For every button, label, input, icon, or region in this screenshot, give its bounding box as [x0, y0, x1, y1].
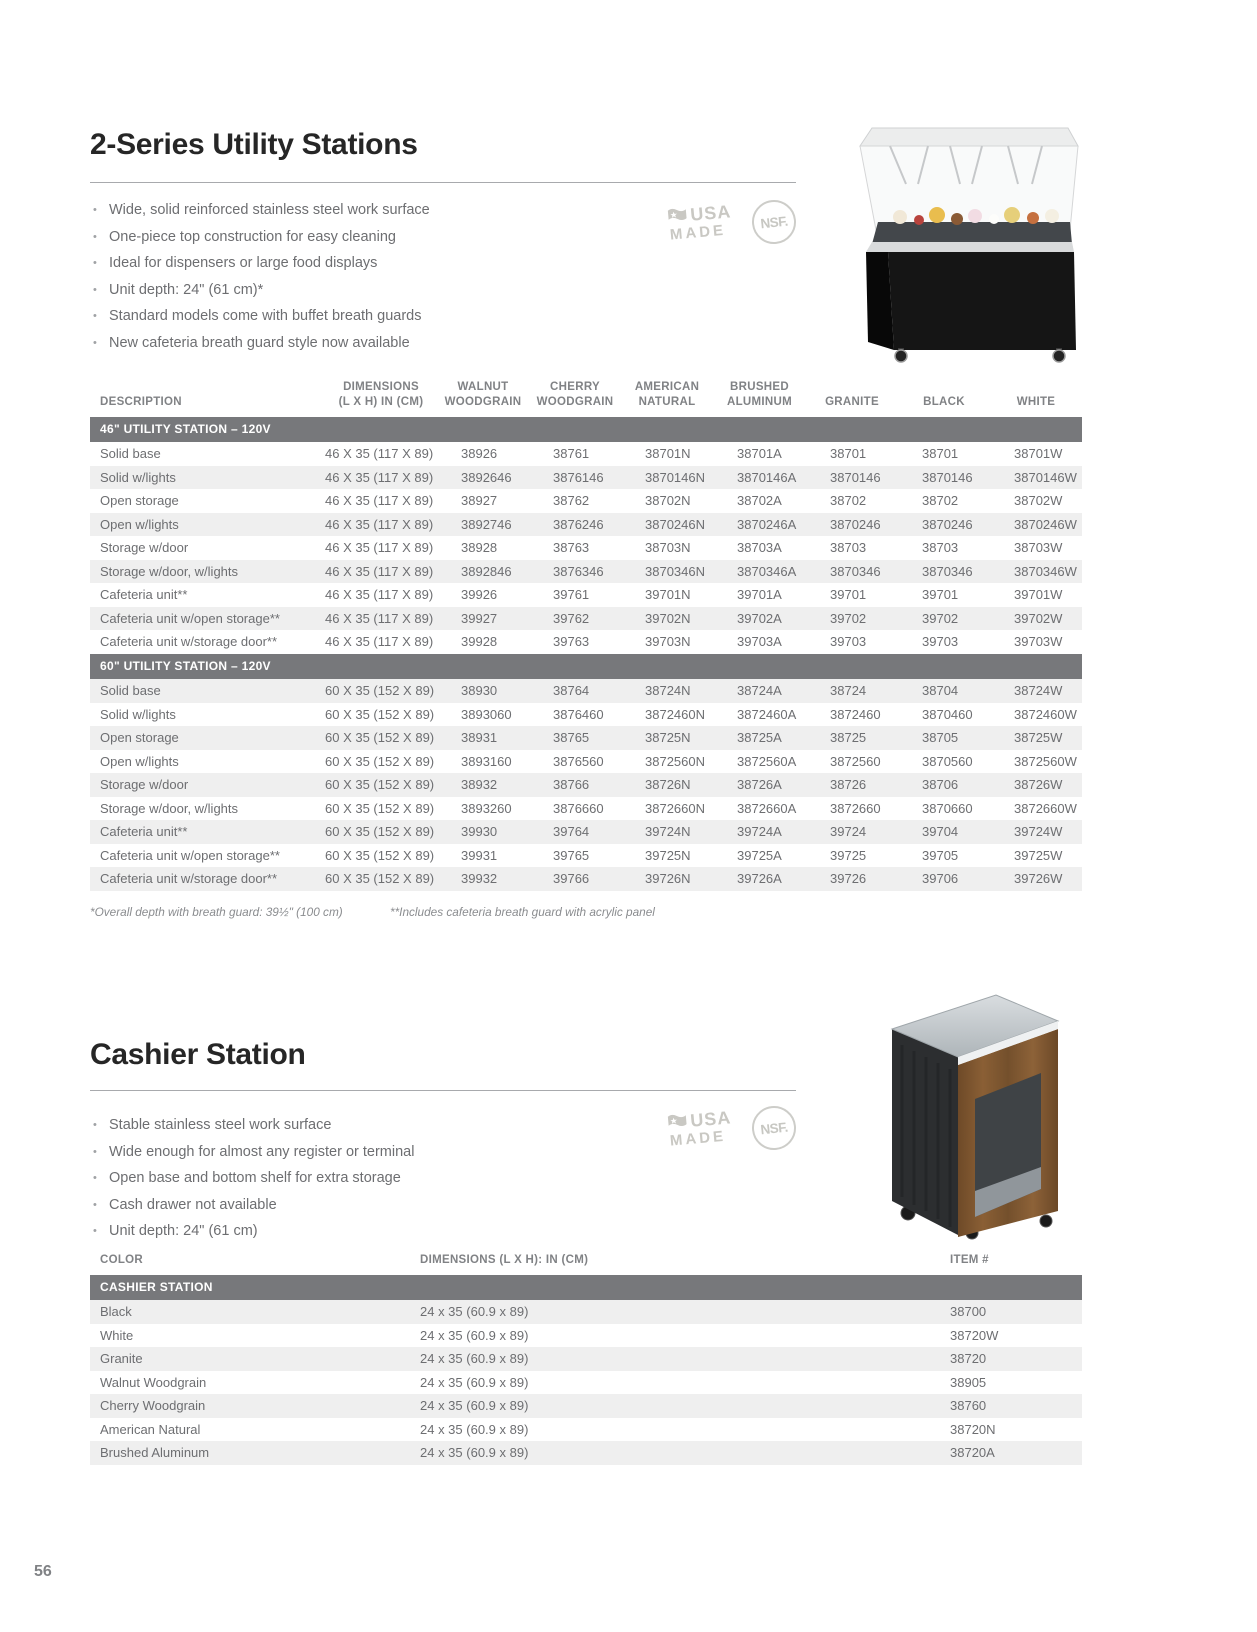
- cell-dimensions: 24 x 35 (60.9 x 89): [420, 1327, 529, 1343]
- cell-white: 3872460W: [1014, 706, 1077, 722]
- cell-american-natural: 3870346N: [621, 560, 713, 584]
- cell-brushed-aluminum: 3870246A: [713, 513, 806, 537]
- cell-white: 39702W: [990, 607, 1082, 631]
- cell-black: 3870146: [898, 466, 990, 490]
- cell-cherry: 39761: [553, 587, 590, 603]
- bullet-item: • Wide, solid reinforced stainless steel work surface: [92, 197, 652, 224]
- column-header-brushed-aluminum: BRUSHED ALUMINUM: [727, 381, 792, 408]
- table-row: [90, 466, 1082, 490]
- cell-granite: 39726: [806, 867, 898, 891]
- usa-made-badge: [667, 1108, 734, 1148]
- cell-color: Granite: [90, 1347, 420, 1371]
- bullet-item: • Wide enough for almost any register or terminal: [92, 1139, 652, 1166]
- cell-american-natural: 38702N: [645, 493, 691, 509]
- cell-american-natural: 39726N: [621, 867, 713, 891]
- bullet-item: • One-piece top construction for easy cleaning: [92, 224, 652, 251]
- table-row: [90, 536, 1082, 560]
- title-divider: [90, 182, 796, 183]
- cell-american-natural: 38703N: [645, 540, 691, 556]
- cell-granite: 38701: [830, 446, 867, 462]
- cashier-station-image: [878, 985, 1068, 1245]
- table-row: [90, 820, 1082, 844]
- cell-dimensions: 24 x 35 (60.9 x 89): [420, 1421, 529, 1437]
- table-row: [90, 726, 1082, 750]
- cell-dimensions: 60 X 35 (152 X 89): [325, 706, 435, 722]
- cell-dimensions: 24 x 35 (60.9 x 89): [420, 1394, 950, 1418]
- cell-cherry: 39765: [553, 847, 590, 863]
- column-header-american-natural: AMERICAN NATURAL: [634, 381, 700, 408]
- table-row: [90, 1371, 1082, 1395]
- cell-american-natural: 39701N: [645, 587, 691, 603]
- bullet-item: • Open base and bottom shelf for extra storage: [92, 1165, 652, 1192]
- cell-brushed-aluminum: 38702A: [737, 493, 782, 509]
- cell-white: 39724W: [990, 820, 1082, 844]
- cell-item-number: 38720A: [950, 1441, 1082, 1465]
- cell-american-natural: 3872560N: [645, 753, 705, 769]
- cell-american-natural: 38724N: [621, 679, 713, 703]
- cell-description: Cafeteria unit**: [100, 587, 188, 603]
- cell-white: 39701W: [1014, 587, 1063, 603]
- cell-dimensions: 60 X 35 (152 X 89): [325, 867, 437, 891]
- cell-american-natural: 38726N: [621, 773, 713, 797]
- cell-brushed-aluminum: 3872560A: [737, 753, 797, 769]
- cell-dimensions: 24 x 35 (60.9 x 89): [420, 1441, 950, 1465]
- cell-walnut: 3892646: [437, 466, 529, 490]
- cell-black: 38702: [922, 493, 959, 509]
- table-row: [90, 1418, 1082, 1442]
- cell-black: 38701: [922, 446, 959, 462]
- cell-black: 39703: [922, 634, 959, 650]
- cell-black: 3870460: [922, 706, 973, 722]
- cell-dimensions: 60 X 35 (152 X 89): [325, 800, 435, 816]
- cashier-table: [90, 1253, 1082, 1465]
- cell-white: 38703W: [1014, 540, 1063, 556]
- cell-brushed-aluminum: 3872460A: [737, 706, 797, 722]
- cell-brushed-aluminum: 3870146A: [713, 466, 806, 490]
- cell-american-natural: 3870146N: [621, 466, 713, 490]
- cell-dimensions: 46 X 35 (117 X 89): [325, 587, 434, 603]
- cell-walnut: 38932: [437, 773, 529, 797]
- cell-dimensions: 46 X 35 (117 X 89): [325, 466, 437, 490]
- cell-walnut: 3892846: [437, 560, 529, 584]
- column-header-dimensions: DIMENSIONS (L X H): IN (CM): [420, 1254, 589, 1266]
- utility-table: [90, 380, 1082, 891]
- cell-cherry: 38763: [553, 540, 590, 556]
- utility-bullet-list: [92, 197, 652, 356]
- cell-dimensions: 60 X 35 (152 X 89): [325, 773, 437, 797]
- cell-walnut: 39931: [461, 847, 498, 863]
- cell-brushed-aluminum: 39724A: [713, 820, 806, 844]
- usa-made-text-line2: MADE: [669, 1127, 727, 1150]
- cell-walnut: 39926: [461, 587, 498, 603]
- cell-item-number: 38905: [950, 1374, 987, 1390]
- cell-granite: 39701: [830, 587, 867, 603]
- cell-white: 3872560W: [1014, 753, 1077, 769]
- column-header-cherry: CHERRY WOODGRAIN: [536, 381, 614, 408]
- table-row: [90, 1324, 1082, 1348]
- cell-description: Storage w/door, w/lights: [90, 560, 325, 584]
- table-row: [90, 630, 1082, 654]
- cell-walnut: 38927: [461, 493, 498, 509]
- cell-walnut: 38930: [437, 679, 529, 703]
- table-row: [90, 513, 1082, 537]
- column-header-item-number: ITEM #: [950, 1254, 989, 1266]
- cell-cherry: 3876246: [529, 513, 621, 537]
- cell-american-natural: 38725N: [621, 726, 713, 750]
- cell-american-natural: 3870246N: [621, 513, 713, 537]
- bullet-item: • Standard models come with buffet breath guards: [92, 303, 652, 330]
- cell-american-natural: 38701N: [645, 446, 691, 462]
- cell-walnut: 38928: [461, 540, 498, 556]
- nsf-badge: [750, 1104, 798, 1152]
- cell-granite: 3872660: [830, 800, 881, 816]
- cell-granite: 39703: [830, 634, 867, 650]
- title-divider: [90, 1090, 796, 1091]
- table-row: [90, 583, 1082, 607]
- cell-granite: 39725: [830, 847, 867, 863]
- table-row: [90, 1441, 1082, 1465]
- cell-black: 38703: [922, 540, 959, 556]
- cell-cherry: 39766: [529, 867, 621, 891]
- cell-black: 3870346: [898, 560, 990, 584]
- cell-walnut: 3893060: [461, 706, 512, 722]
- cell-black: 38706: [898, 773, 990, 797]
- cell-dimensions: 46 X 35 (117 X 89): [325, 634, 434, 650]
- table-row: [90, 867, 1082, 891]
- cell-dimensions: 46 X 35 (117 X 89): [325, 513, 437, 537]
- cell-granite: 3870246: [806, 513, 898, 537]
- table-row: [90, 442, 1082, 466]
- cell-dimensions: 24 x 35 (60.9 x 89): [420, 1347, 950, 1371]
- cell-dimensions: 46 X 35 (117 X 89): [325, 446, 434, 462]
- cashier-section-title: Cashier Station: [90, 1038, 306, 1071]
- cell-white: 38701W: [1014, 446, 1063, 462]
- bullet-item: • Ideal for dispensers or large food displays: [92, 250, 652, 277]
- cell-description: Cafeteria unit w/open storage**: [100, 847, 280, 863]
- nsf-badge-text: NSF.: [759, 1119, 789, 1137]
- table-row: [90, 1347, 1082, 1371]
- cell-white: 3870246W: [990, 513, 1082, 537]
- cell-granite: 3872460: [830, 706, 881, 722]
- cell-brushed-aluminum: 3870346A: [713, 560, 806, 584]
- cell-cherry: 3876146: [529, 466, 621, 490]
- cell-granite: 38725: [806, 726, 898, 750]
- cell-description: Open w/lights: [100, 753, 179, 769]
- cell-cherry: 3876560: [553, 753, 604, 769]
- cell-description: Solid base: [100, 446, 161, 462]
- cell-cherry: 38765: [529, 726, 621, 750]
- bullet-item: • Unit depth: 24" (61 cm)*: [92, 277, 652, 304]
- table-row: [90, 750, 1082, 774]
- cell-brushed-aluminum: 38725A: [713, 726, 806, 750]
- cell-american-natural: 39702N: [621, 607, 713, 631]
- cell-description: Solid w/lights: [90, 466, 325, 490]
- cell-black: 3870660: [922, 800, 973, 816]
- cell-walnut: 39928: [461, 634, 498, 650]
- cell-dimensions: 46 X 35 (117 X 89): [325, 560, 437, 584]
- certification-badges: [668, 200, 796, 244]
- cell-granite: 39724: [806, 820, 898, 844]
- section-header-cashier: CASHIER STATION: [90, 1275, 1082, 1301]
- cell-walnut: 39932: [437, 867, 529, 891]
- cell-description: Storage w/door, w/lights: [100, 800, 239, 816]
- cell-item-number: 38720: [950, 1347, 1082, 1371]
- cell-american-natural: 39725N: [645, 847, 691, 863]
- cell-granite: 3872560: [830, 753, 881, 769]
- cell-brushed-aluminum: 39703A: [737, 634, 782, 650]
- section-header-60in: 60" UTILITY STATION – 120V: [90, 654, 1082, 680]
- table-row: [90, 797, 1082, 821]
- cell-item-number: 38720N: [950, 1421, 996, 1437]
- cell-description: Storage w/door: [90, 773, 325, 797]
- cell-item-number: 38700: [950, 1300, 1082, 1324]
- table-row: [90, 773, 1082, 797]
- cell-white: 38726W: [990, 773, 1082, 797]
- table-footnotes: [90, 905, 699, 919]
- cell-description: Solid w/lights: [100, 706, 176, 722]
- cell-black: 38705: [898, 726, 990, 750]
- cell-black: 3870246: [898, 513, 990, 537]
- cell-black: 3870560: [922, 753, 973, 769]
- cell-description: Cafeteria unit w/storage door**: [90, 867, 325, 891]
- table-row: [90, 679, 1082, 703]
- cell-white: 39703W: [1014, 634, 1063, 650]
- cell-dimensions: 60 X 35 (152 X 89): [325, 847, 435, 863]
- cell-color: Cherry Woodgrain: [90, 1394, 420, 1418]
- nsf-badge: [750, 198, 798, 246]
- cell-dimensions: 60 X 35 (152 X 89): [325, 820, 437, 844]
- cell-brushed-aluminum: 38701A: [737, 446, 782, 462]
- column-header-row: [90, 380, 1082, 417]
- usa-made-text-line1: USA: [689, 1106, 733, 1131]
- cell-white: 3872660W: [1014, 800, 1077, 816]
- cell-american-natural: 39703N: [645, 634, 691, 650]
- usa-flag-icon: [667, 1112, 688, 1132]
- cell-dimensions: 24 x 35 (60.9 x 89): [420, 1300, 950, 1324]
- cell-brushed-aluminum: 38703A: [737, 540, 782, 556]
- column-header-dimensions: DIMENSIONS (L X H) IN (CM): [338, 381, 424, 408]
- cell-white: 38724W: [990, 679, 1082, 703]
- usa-made-text-line1: USA: [689, 200, 733, 225]
- cell-description: Solid base: [90, 679, 325, 703]
- column-header-row: [90, 1253, 1082, 1275]
- table-row: [90, 1300, 1082, 1324]
- table-row: [90, 560, 1082, 584]
- cell-description: Cafeteria unit w/storage door**: [100, 634, 278, 650]
- bullet-item: • New cafeteria breath guard style now available: [92, 330, 652, 357]
- usa-made-badge: [667, 202, 734, 242]
- cell-american-natural: 3872460N: [645, 706, 705, 722]
- cell-walnut: 3893260: [461, 800, 512, 816]
- nsf-badge-text: NSF.: [759, 213, 789, 231]
- cell-white: 3870146W: [990, 466, 1082, 490]
- column-header-walnut: WALNUT WOODGRAIN: [444, 381, 522, 408]
- bullet-item: • Cash drawer not available: [92, 1192, 652, 1219]
- cell-dimensions: 46 X 35 (117 X 89): [325, 493, 434, 509]
- cell-description: Cafeteria unit w/open storage**: [90, 607, 325, 631]
- usa-made-text-line2: MADE: [669, 221, 727, 244]
- cell-dimensions: 46 X 35 (117 X 89): [325, 540, 434, 556]
- cell-walnut: 3893160: [461, 753, 512, 769]
- cell-american-natural: 3872660N: [645, 800, 705, 816]
- cell-color: Black: [90, 1300, 420, 1324]
- cell-american-natural: 39724N: [621, 820, 713, 844]
- utility-section-title: 2-Series Utility Stations: [90, 128, 418, 161]
- cell-item-number: 38720W: [950, 1327, 999, 1343]
- footnote: *Overall depth with breath guard: 39½" (100 cm): [90, 905, 343, 919]
- cell-color: Walnut Woodgrain: [100, 1374, 207, 1390]
- cell-granite: 38726: [806, 773, 898, 797]
- certification-badges: [668, 1106, 796, 1150]
- cell-walnut: 3892746: [437, 513, 529, 537]
- cell-dimensions: 60 X 35 (152 X 89): [325, 726, 437, 750]
- table-row: [90, 844, 1082, 868]
- column-header-white: WHITE: [1016, 395, 1056, 408]
- section-header-46in: 46" UTILITY STATION – 120V: [90, 417, 1082, 443]
- cell-description: Cafeteria unit**: [90, 820, 325, 844]
- cell-color: Brushed Aluminum: [90, 1441, 420, 1465]
- usa-flag-icon: [667, 206, 688, 226]
- cell-cherry: 3876660: [553, 800, 604, 816]
- cell-cherry: 38761: [553, 446, 590, 462]
- cell-color: American Natural: [100, 1421, 201, 1437]
- cell-cherry: 38762: [553, 493, 590, 509]
- table-row: [90, 1394, 1082, 1418]
- cell-cherry: 3876460: [553, 706, 604, 722]
- cell-dimensions: 60 X 35 (152 X 89): [325, 753, 435, 769]
- cell-cherry: 39762: [529, 607, 621, 631]
- cell-white: 39725W: [1014, 847, 1063, 863]
- cell-black: 39705: [922, 847, 959, 863]
- cell-brushed-aluminum: 39702A: [713, 607, 806, 631]
- cell-brushed-aluminum: 39701A: [737, 587, 782, 603]
- cell-cherry: 38766: [529, 773, 621, 797]
- cell-walnut: 38931: [437, 726, 529, 750]
- cell-black: 39702: [898, 607, 990, 631]
- footnote: **Includes cafeteria breath guard with acrylic panel: [390, 905, 655, 919]
- cell-granite: 38703: [830, 540, 867, 556]
- column-header-color: COLOR: [100, 1254, 144, 1266]
- cell-description: Open storage: [100, 493, 179, 509]
- cell-walnut: 39927: [437, 607, 529, 631]
- cell-granite: 39702: [806, 607, 898, 631]
- cell-white: 38702W: [1014, 493, 1063, 509]
- cell-granite: 3870346: [806, 560, 898, 584]
- cell-cherry: 39763: [553, 634, 590, 650]
- table-row: [90, 703, 1082, 727]
- cell-white: 3870346W: [990, 560, 1082, 584]
- cell-cherry: 39764: [529, 820, 621, 844]
- cell-cherry: 38764: [529, 679, 621, 703]
- cell-brushed-aluminum: 38726A: [713, 773, 806, 797]
- cell-description: Open w/lights: [90, 513, 325, 537]
- bullet-item: • Stable stainless steel work surface: [92, 1112, 652, 1139]
- column-header-granite: GRANITE: [825, 395, 879, 408]
- cell-brushed-aluminum: 3872660A: [737, 800, 797, 816]
- cell-black: 39706: [898, 867, 990, 891]
- cell-granite: 38702: [830, 493, 867, 509]
- cell-brushed-aluminum: 39725A: [737, 847, 782, 863]
- cell-dimensions: 24 x 35 (60.9 x 89): [420, 1374, 529, 1390]
- cashier-bullet-list: [92, 1112, 652, 1245]
- cell-walnut: 38926: [461, 446, 498, 462]
- cell-description: Open storage: [90, 726, 325, 750]
- cell-cherry: 3876346: [529, 560, 621, 584]
- cell-black: 39704: [898, 820, 990, 844]
- cell-dimensions: 46 X 35 (117 X 89): [325, 607, 437, 631]
- cell-brushed-aluminum: 39726A: [713, 867, 806, 891]
- cell-item-number: 38760: [950, 1394, 1082, 1418]
- cell-black: 39701: [922, 587, 959, 603]
- cell-brushed-aluminum: 38724A: [713, 679, 806, 703]
- cell-dimensions: 60 X 35 (152 X 89): [325, 679, 437, 703]
- cell-black: 38704: [898, 679, 990, 703]
- cell-white: 38725W: [990, 726, 1082, 750]
- utility-station-image: [832, 118, 1080, 368]
- page-number: 56: [34, 1563, 52, 1580]
- cell-color: White: [100, 1327, 134, 1343]
- cell-white: 39726W: [990, 867, 1082, 891]
- cell-granite: 38724: [806, 679, 898, 703]
- cell-granite: 3870146: [806, 466, 898, 490]
- cell-description: Storage w/door: [100, 540, 189, 556]
- column-header-black: BLACK: [923, 395, 965, 408]
- cell-walnut: 39930: [437, 820, 529, 844]
- table-row: [90, 607, 1082, 631]
- column-header-description: DESCRIPTION: [100, 395, 182, 408]
- table-row: [90, 489, 1082, 513]
- bullet-item: • Unit depth: 24" (61 cm): [92, 1218, 652, 1245]
